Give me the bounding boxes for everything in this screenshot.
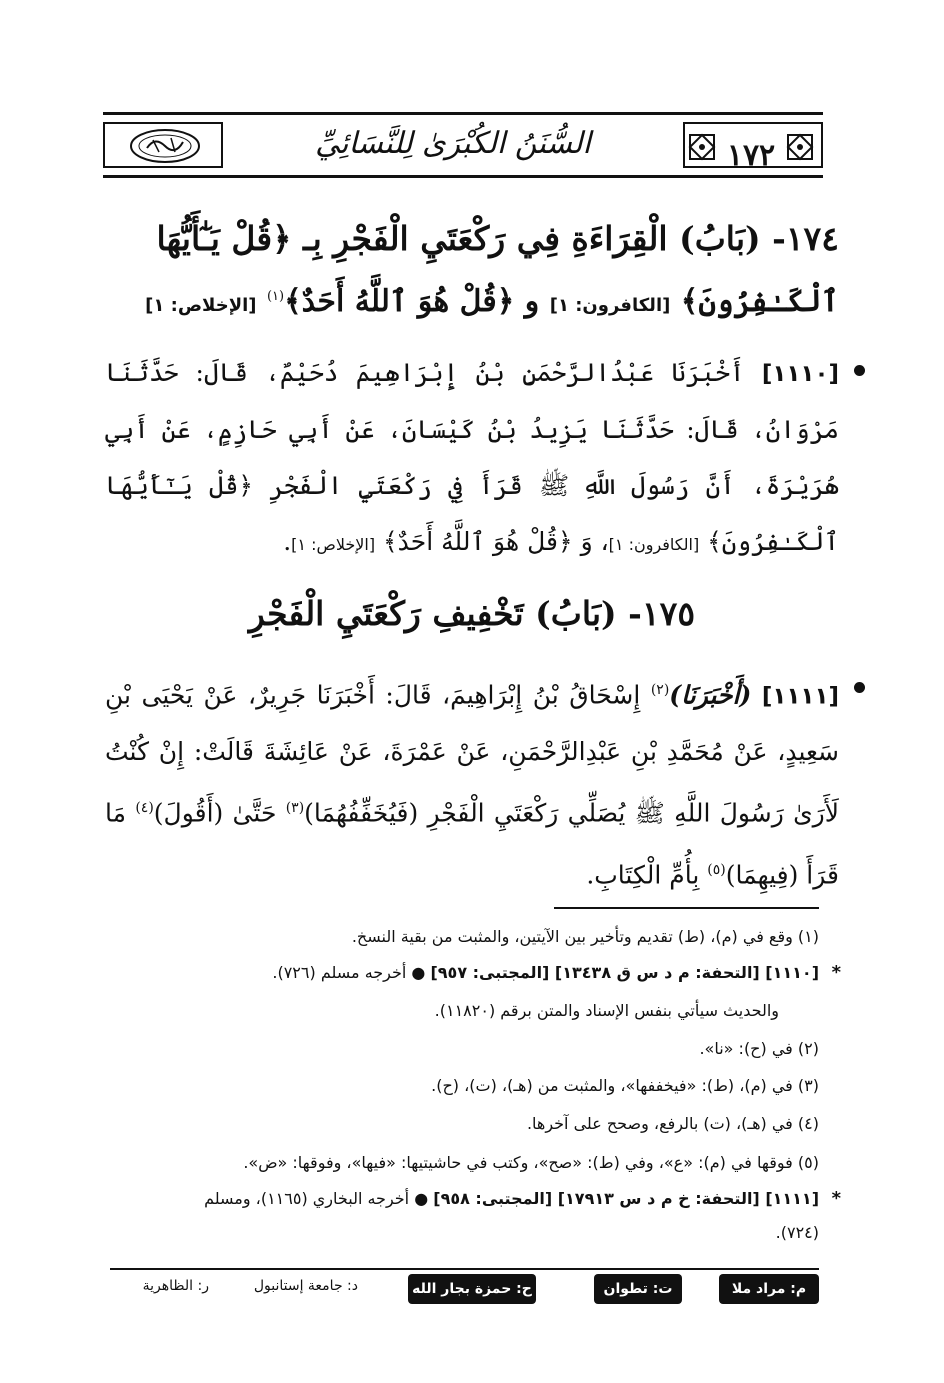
hadith-text: بِأُمِّ الْكِتَابِ. — [586, 859, 700, 889]
manuscript-d: د: جامعة إستانبول — [253, 1278, 358, 1294]
hadith-text: حَتَّىٰ (أَقُولَ) — [153, 798, 277, 828]
bullet-icon — [854, 365, 865, 376]
takhrij-1111-cont: (٧٢٤). — [775, 1223, 819, 1242]
takhrij-1111 — [110, 1188, 841, 1210]
quran-ikhlas: و ﴿قُلْ هُوَ ٱللَّهُ أَحَدٌ﴾ — [284, 284, 540, 319]
book-title: السُّنَنُ الكُبْرَىٰ لِلنَّسَائِيِّ — [315, 126, 591, 161]
star-icon: * — [831, 962, 841, 983]
ornament-icon — [785, 132, 815, 162]
header-bottom-rule — [103, 175, 823, 178]
hadith-text: ، وَ ﴿قُلْ هُوَ ٱللَّهُ أَحَدٌ﴾ — [383, 527, 609, 556]
footnote-marker-1: (١) — [266, 289, 285, 304]
star-icon: * — [831, 1188, 841, 1209]
quran-ref-ikhlas: [الإخلاص: ١] — [145, 295, 257, 316]
footnote-marker-2: (٢) — [650, 682, 670, 698]
hadith-1111 — [105, 662, 839, 903]
footnote-separator — [554, 907, 819, 909]
running-header — [103, 112, 823, 178]
quran-ref: [الإخلاص: ١] — [291, 535, 376, 554]
takhrij-1111-refs: [١١١١] [التحفة: خ م د س ١٧٩١٣] [المجتبى: ٩٥٨] — [433, 1189, 819, 1208]
hadith-1110 — [105, 345, 839, 573]
header-top-rule — [103, 112, 823, 115]
bottom-rule — [110, 1268, 819, 1270]
footnote-3: (٣) في (م)، (ط): «فيخففها»، والمثبت من (هـ)، (ت)، (ح). — [431, 1076, 819, 1095]
manuscript-r: ر: الظاهرية — [142, 1278, 209, 1294]
footnote-marker-4: (٤) — [135, 800, 154, 817]
takhrij-1110-source: ● أخرجه مسلم (٧٢٦). — [272, 963, 426, 982]
akhbarana: (أَخْبَرَنَا) — [669, 680, 752, 710]
bullet-icon — [854, 682, 865, 693]
footnote-marker-3: (٣) — [285, 800, 305, 817]
manuscript-tag-t: ت: تطوان — [594, 1274, 682, 1304]
footnote-2: (٢) في (ح): «نا». — [699, 1039, 819, 1058]
hadith-number: [١١١١] — [761, 683, 839, 710]
ornament-icon — [687, 132, 717, 162]
hadith-text: مَا قَرَأَ (فِيهِمَا) — [105, 798, 839, 889]
emblem-box — [103, 122, 223, 168]
footnote-5: (٥) فوقها في (م): «ع»، وفي (ط): «صح»، وكتب في حاشيتيها: «فيها»، وفوقها: «ض». — [243, 1153, 819, 1172]
calligraphy-emblem-icon — [125, 126, 205, 166]
takhrij-1110 — [110, 962, 841, 984]
footnote-1: (١) وقع في (م)، (ط) تقديم وتأخير بين الآيتين، والمثبت من بقية النسخ. — [351, 927, 819, 946]
chapter-174-heading-line1: ١٧٤- (بَابُ) الْقِرَاءَةِ فِي رَكْعَتَيِ الْفَجْرِ بِـ ﴿قُلْ يَـٰٓأَيُّهَا — [156, 219, 839, 258]
page-number: ١٧٢ — [726, 138, 776, 173]
hadith-end: . — [283, 527, 292, 556]
footnote-marker-5: (٥) — [707, 861, 726, 878]
chapter-175-heading: ١٧٥- (بَابُ) تَخْفِيفِ رَكْعَتَيِ الْفَجْرِ — [248, 594, 696, 633]
hadith-text: إِسْحَاقُ بْنُ إِبْرَاهِيمَ، قَالَ: أَخْبَرَنَا جَرِيرٌ، عَنْ يَحْيَى بْنِ سَعِيدٍ، عَنْ مُحَمَّدِ بْنِ عَبْدِالرَّحْمَنِ، عَنْ عَمْرَةَ، عَنْ عَائِشَةَ قَالَتْ: إِنْ كُنْتُ لَأَرَىٰ رَسُولَ اللَّهِ ﷺ يُصَلِّي رَكْعَتَيِ الْفَجْرِ (فَيُخَفِّفُهُمَا) — [105, 680, 840, 828]
takhrij-1111-source: ● أخرجه البخاري (١١٦٥)، ومسلم — [204, 1189, 429, 1208]
page-number-box — [683, 122, 823, 173]
hadith-number: [١١١٠] — [761, 361, 839, 387]
quran-kafirun: ٱلْكَـٰفِرُونَ﴾ — [680, 284, 839, 319]
quran-ref: [الكافرون: ١] — [608, 535, 700, 554]
chapter-174-heading-line2 — [105, 268, 839, 335]
manuscript-tag-h: ح: حمزة بجار الله — [408, 1274, 536, 1304]
footnote-4: (٤) في (هـ)، (ت) بالرفع، وصحح على آخرها. — [526, 1114, 819, 1133]
manuscript-tag-m: م: مراد ملا — [719, 1274, 819, 1304]
hadith-text: أَخْبَرَنَا عَبْدُالرَّحْمَنِ بْنُ إِبْرَاهِيمَ دُحَيْمٌ، قَالَ: حَدَّثَنَا مَرْوَانُ، قَالَ: حَدَّثَنَا يَزِيدُ بْنُ كَيْسَانَ، عَنْ أَبِي حَازِمٍ، عَنْ أَبِي هُرَيْرَةَ، أَنَّ رَسُولَ اللَّهِ ﷺ قَرَأَ فِي رَكْعَتَيِ الْفَجْرِ ﴿قُلْ يَـٰٓأَيُّهَا ٱلْكَـٰفِرُونَ﴾ — [105, 358, 839, 556]
note-1110: والحديث سيأتي بنفس الإسناد والمتن برقم (١١٨٢٠). — [434, 1001, 779, 1020]
takhrij-1110-refs: [١١١٠] [التحفة: م د س ق ١٣٤٣٨] [المجتبى: ٩٥٧] — [430, 963, 819, 982]
quran-ref-kafirun: [الكافرون: ١] — [549, 295, 671, 316]
